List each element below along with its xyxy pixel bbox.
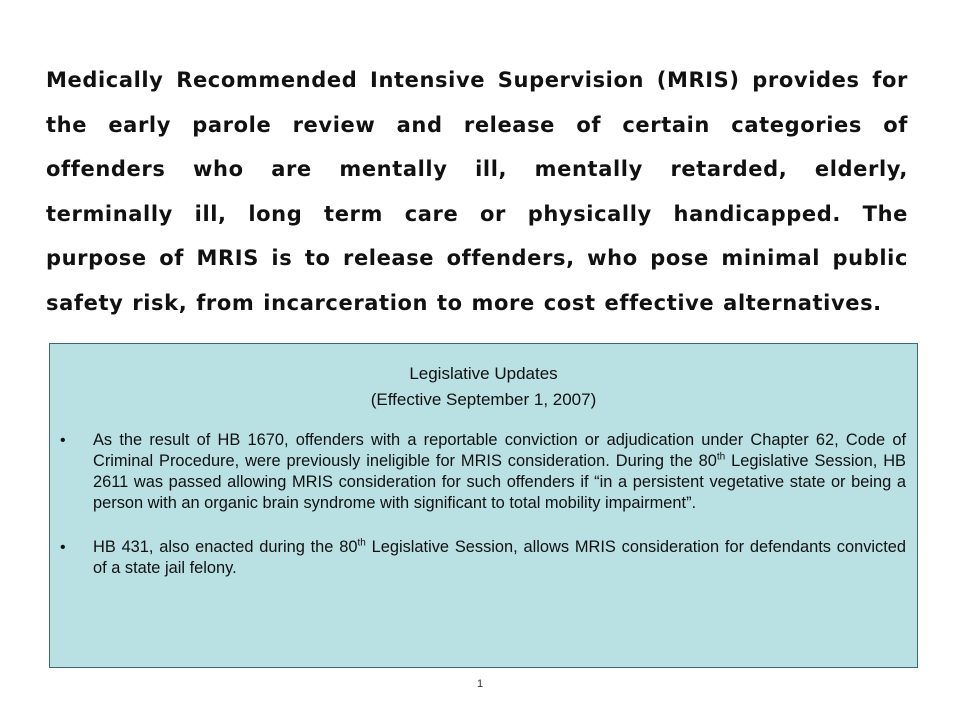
bullet-icon: • (60, 539, 66, 556)
item-text-part2: Legislative Session, HB 2611 was passed allowing MRIS consideration for such offenders if “in a persistent vegetative state or being a person with an organic brain syndrome with significant to total mobility impairment”. (93, 452, 906, 512)
item-superscript: th (357, 537, 366, 549)
intro-paragraph: Medically Recommended Intensive Supervision (MRIS) provides for the early parole review and release of certain categories of offenders who are mentally ill, mentally retarded, elderly, terminally ill, long term care or physically handicapped. The purpose of MRIS is to release offenders, who pose minimal public safety risk, from incarceration to more cost effective alternatives. (46, 68, 908, 315)
bullet-icon: • (60, 432, 66, 449)
updates-heading (50, 361, 917, 413)
item-superscript: th (716, 451, 726, 463)
list-item (50, 430, 917, 514)
updates-title: Legislative Updates (409, 364, 558, 383)
page-number: 1 (476, 678, 484, 690)
legislative-updates-box (49, 343, 918, 668)
item-text-part1: HB 431, also enacted during the 80 (93, 538, 358, 556)
item-text-part1: As the result of HB 1670, offenders with a reportable conviction or adjudication under Chapter 62, Code of Criminal Procedure, were previously ineligible for MRIS consideration. During the 80 (93, 431, 906, 470)
updates-list (50, 430, 917, 579)
list-item (50, 537, 917, 579)
updates-subtitle: (Effective September 1, 2007) (370, 390, 597, 409)
item-text-part2: Legislative Session, allows MRIS consideration for defendants convicted of a state jail felony. (93, 538, 907, 577)
